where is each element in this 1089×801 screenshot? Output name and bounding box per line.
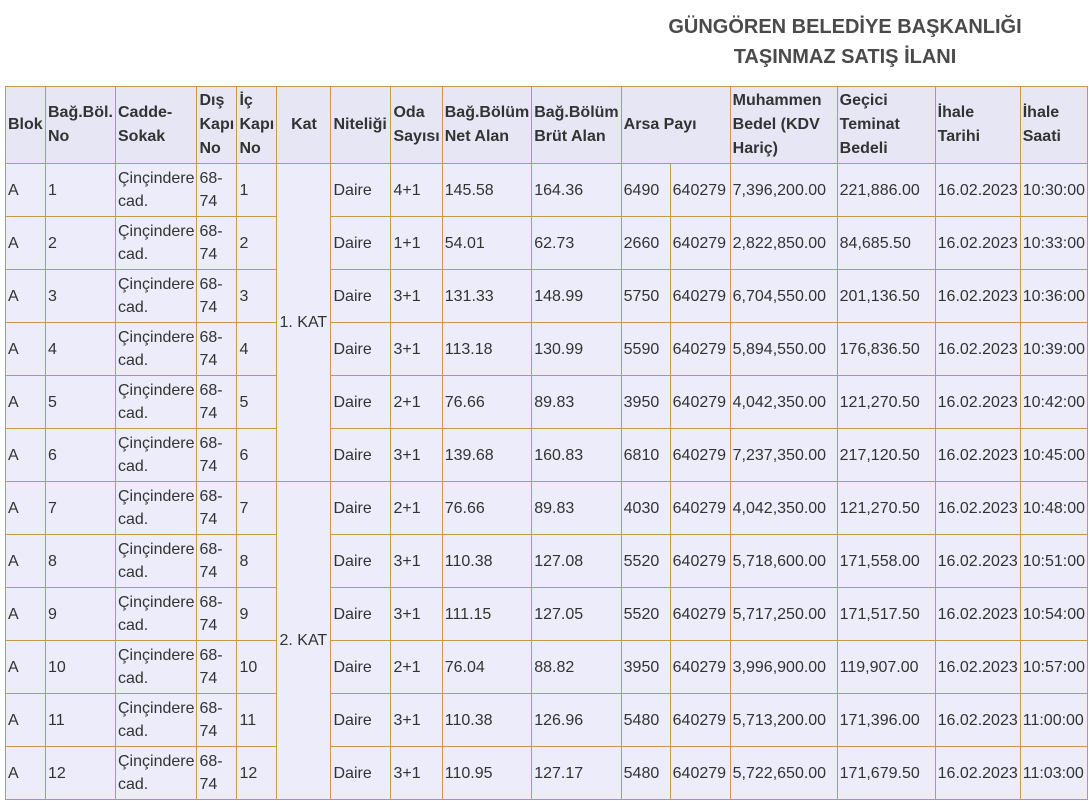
cell-ihale-saati: 10:54:00 bbox=[1020, 588, 1087, 641]
cell-ic-kapi-no: 1 bbox=[237, 164, 277, 217]
cell-kat: 2. KAT bbox=[277, 482, 331, 800]
col-header-bag-bol-no: Bağ.Böl. No bbox=[46, 87, 116, 164]
cell-ic-kapi-no: 6 bbox=[237, 429, 277, 482]
cell-dis-kapi-no: 68-74 bbox=[197, 164, 237, 217]
table-row bbox=[6, 270, 1088, 323]
cell-arsa-payi-pay: 5520 bbox=[621, 535, 670, 588]
cell-ihale-saati: 10:45:00 bbox=[1020, 429, 1087, 482]
cell-ihale-tarihi: 16.02.2023 bbox=[935, 641, 1020, 694]
cell-ihale-tarihi: 16.02.2023 bbox=[935, 588, 1020, 641]
cell-gecici-teminat: 171,679.50 bbox=[837, 747, 935, 800]
cell-dis-kapi-no: 68-74 bbox=[197, 323, 237, 376]
cell-arsa-payi-payda: 640279 bbox=[670, 694, 730, 747]
cell-arsa-payi-pay: 5750 bbox=[621, 270, 670, 323]
cell-ihale-saati: 10:42:00 bbox=[1020, 376, 1087, 429]
cell-dis-kapi-no: 68-74 bbox=[197, 747, 237, 800]
col-header-niteligi: Niteliği bbox=[331, 87, 391, 164]
cell-arsa-payi-payda: 640279 bbox=[670, 217, 730, 270]
property-sale-table bbox=[5, 86, 1088, 800]
cell-ihale-tarihi: 16.02.2023 bbox=[935, 217, 1020, 270]
cell-dis-kapi-no: 68-74 bbox=[197, 535, 237, 588]
cell-ihale-saati: 10:57:00 bbox=[1020, 641, 1087, 694]
col-header-net-alan: Bağ.Bölüm Net Alan bbox=[442, 87, 531, 164]
cell-ihale-saati: 10:48:00 bbox=[1020, 482, 1087, 535]
cell-dis-kapi-no: 68-74 bbox=[197, 429, 237, 482]
cell-arsa-payi-payda: 640279 bbox=[670, 164, 730, 217]
col-header-cadde-sokak: Cadde-Sokak bbox=[116, 87, 197, 164]
cell-niteligi: Daire bbox=[331, 641, 391, 694]
cell-net-alan: 54.01 bbox=[442, 217, 531, 270]
cell-oda-sayisi: 3+1 bbox=[391, 429, 442, 482]
cell-net-alan: 145.58 bbox=[442, 164, 531, 217]
cell-net-alan: 76.04 bbox=[442, 641, 531, 694]
cell-ic-kapi-no: 10 bbox=[237, 641, 277, 694]
cell-bag-bol-no: 5 bbox=[46, 376, 116, 429]
cell-arsa-payi-pay: 4030 bbox=[621, 482, 670, 535]
cell-ihale-saati: 11:03:00 bbox=[1020, 747, 1087, 800]
cell-blok: A bbox=[6, 694, 46, 747]
cell-bag-bol-no: 3 bbox=[46, 270, 116, 323]
table-row bbox=[6, 588, 1088, 641]
cell-brut-alan: 88.82 bbox=[532, 641, 621, 694]
cell-oda-sayisi: 3+1 bbox=[391, 588, 442, 641]
cell-net-alan: 110.38 bbox=[442, 535, 531, 588]
cell-ihale-tarihi: 16.02.2023 bbox=[935, 270, 1020, 323]
cell-oda-sayisi: 3+1 bbox=[391, 694, 442, 747]
cell-ic-kapi-no: 7 bbox=[237, 482, 277, 535]
cell-muhammen-bedel: 2,822,850.00 bbox=[730, 217, 837, 270]
cell-cadde-sokak: Çinçindere cad. bbox=[116, 429, 197, 482]
cell-cadde-sokak: Çinçindere cad. bbox=[116, 323, 197, 376]
cell-blok: A bbox=[6, 747, 46, 800]
cell-muhammen-bedel: 7,396,200.00 bbox=[730, 164, 837, 217]
col-header-arsa-payi: Arsa Payı bbox=[621, 87, 730, 164]
cell-ihale-saati: 10:30:00 bbox=[1020, 164, 1087, 217]
cell-cadde-sokak: Çinçindere cad. bbox=[116, 694, 197, 747]
cell-cadde-sokak: Çinçindere cad. bbox=[116, 164, 197, 217]
col-header-kat: Kat bbox=[277, 87, 331, 164]
cell-ihale-saati: 10:51:00 bbox=[1020, 535, 1087, 588]
cell-niteligi: Daire bbox=[331, 217, 391, 270]
cell-niteligi: Daire bbox=[331, 164, 391, 217]
cell-muhammen-bedel: 5,722,650.00 bbox=[730, 747, 837, 800]
col-header-oda-sayisi: Oda Sayısı bbox=[391, 87, 442, 164]
cell-arsa-payi-pay: 5480 bbox=[621, 694, 670, 747]
cell-arsa-payi-pay: 6810 bbox=[621, 429, 670, 482]
cell-gecici-teminat: 217,120.50 bbox=[837, 429, 935, 482]
cell-oda-sayisi: 3+1 bbox=[391, 747, 442, 800]
col-header-dis-kapi-no: Dış Kapı No bbox=[197, 87, 237, 164]
col-header-muhammen-bedel: Muhammen Bedel (KDV Hariç) bbox=[730, 87, 837, 164]
cell-bag-bol-no: 8 bbox=[46, 535, 116, 588]
cell-cadde-sokak: Çinçindere cad. bbox=[116, 535, 197, 588]
cell-arsa-payi-payda: 640279 bbox=[670, 376, 730, 429]
table-body bbox=[6, 164, 1088, 800]
cell-oda-sayisi: 3+1 bbox=[391, 270, 442, 323]
cell-arsa-payi-pay: 5520 bbox=[621, 588, 670, 641]
cell-brut-alan: 127.17 bbox=[532, 747, 621, 800]
cell-ihale-tarihi: 16.02.2023 bbox=[935, 376, 1020, 429]
table-header-row bbox=[6, 87, 1088, 164]
cell-ihale-tarihi: 16.02.2023 bbox=[935, 694, 1020, 747]
cell-net-alan: 111.15 bbox=[442, 588, 531, 641]
col-header-blok: Blok bbox=[6, 87, 46, 164]
cell-net-alan: 139.68 bbox=[442, 429, 531, 482]
cell-arsa-payi-pay: 2660 bbox=[621, 217, 670, 270]
cell-blok: A bbox=[6, 588, 46, 641]
cell-oda-sayisi: 4+1 bbox=[391, 164, 442, 217]
cell-gecici-teminat: 221,886.00 bbox=[837, 164, 935, 217]
cell-arsa-payi-payda: 640279 bbox=[670, 641, 730, 694]
cell-brut-alan: 127.05 bbox=[532, 588, 621, 641]
cell-brut-alan: 130.99 bbox=[532, 323, 621, 376]
cell-oda-sayisi: 3+1 bbox=[391, 323, 442, 376]
cell-ihale-saati: 10:36:00 bbox=[1020, 270, 1087, 323]
cell-ic-kapi-no: 5 bbox=[237, 376, 277, 429]
cell-arsa-payi-payda: 640279 bbox=[670, 323, 730, 376]
cell-ihale-tarihi: 16.02.2023 bbox=[935, 535, 1020, 588]
cell-bag-bol-no: 1 bbox=[46, 164, 116, 217]
cell-niteligi: Daire bbox=[331, 535, 391, 588]
cell-niteligi: Daire bbox=[331, 323, 391, 376]
cell-bag-bol-no: 9 bbox=[46, 588, 116, 641]
cell-cadde-sokak: Çinçindere cad. bbox=[116, 270, 197, 323]
cell-blok: A bbox=[6, 323, 46, 376]
col-header-ihale-saati: İhale Saati bbox=[1020, 87, 1087, 164]
cell-muhammen-bedel: 4,042,350.00 bbox=[730, 482, 837, 535]
cell-arsa-payi-payda: 640279 bbox=[670, 482, 730, 535]
cell-blok: A bbox=[6, 535, 46, 588]
cell-brut-alan: 89.83 bbox=[532, 376, 621, 429]
cell-blok: A bbox=[6, 482, 46, 535]
cell-net-alan: 131.33 bbox=[442, 270, 531, 323]
cell-oda-sayisi: 3+1 bbox=[391, 535, 442, 588]
cell-dis-kapi-no: 68-74 bbox=[197, 641, 237, 694]
cell-dis-kapi-no: 68-74 bbox=[197, 376, 237, 429]
cell-bag-bol-no: 6 bbox=[46, 429, 116, 482]
table-row bbox=[6, 535, 1088, 588]
cell-ic-kapi-no: 11 bbox=[237, 694, 277, 747]
col-header-brut-alan: Bağ.Bölüm Brüt Alan bbox=[532, 87, 621, 164]
cell-blok: A bbox=[6, 641, 46, 694]
cell-oda-sayisi: 2+1 bbox=[391, 482, 442, 535]
cell-oda-sayisi: 2+1 bbox=[391, 641, 442, 694]
cell-cadde-sokak: Çinçindere cad. bbox=[116, 641, 197, 694]
cell-dis-kapi-no: 68-74 bbox=[197, 270, 237, 323]
cell-net-alan: 110.38 bbox=[442, 694, 531, 747]
cell-brut-alan: 148.99 bbox=[532, 270, 621, 323]
cell-ic-kapi-no: 2 bbox=[237, 217, 277, 270]
cell-bag-bol-no: 7 bbox=[46, 482, 116, 535]
cell-cadde-sokak: Çinçindere cad. bbox=[116, 482, 197, 535]
cell-niteligi: Daire bbox=[331, 376, 391, 429]
cell-gecici-teminat: 171,558.00 bbox=[837, 535, 935, 588]
cell-cadde-sokak: Çinçindere cad. bbox=[116, 588, 197, 641]
cell-muhammen-bedel: 5,894,550.00 bbox=[730, 323, 837, 376]
cell-muhammen-bedel: 4,042,350.00 bbox=[730, 376, 837, 429]
cell-net-alan: 113.18 bbox=[442, 323, 531, 376]
table-row bbox=[6, 217, 1088, 270]
cell-arsa-payi-pay: 5480 bbox=[621, 747, 670, 800]
cell-cadde-sokak: Çinçindere cad. bbox=[116, 747, 197, 800]
cell-ic-kapi-no: 3 bbox=[237, 270, 277, 323]
cell-gecici-teminat: 84,685.50 bbox=[837, 217, 935, 270]
cell-niteligi: Daire bbox=[331, 429, 391, 482]
cell-gecici-teminat: 121,270.50 bbox=[837, 376, 935, 429]
cell-brut-alan: 62.73 bbox=[532, 217, 621, 270]
table-row bbox=[6, 323, 1088, 376]
table-row bbox=[6, 694, 1088, 747]
cell-ihale-tarihi: 16.02.2023 bbox=[935, 164, 1020, 217]
cell-net-alan: 110.95 bbox=[442, 747, 531, 800]
col-header-gecici-teminat: Geçici Teminat Bedeli bbox=[837, 87, 935, 164]
table-row bbox=[6, 482, 1088, 535]
cell-bag-bol-no: 11 bbox=[46, 694, 116, 747]
cell-blok: A bbox=[6, 429, 46, 482]
cell-arsa-payi-payda: 640279 bbox=[670, 588, 730, 641]
cell-muhammen-bedel: 5,717,250.00 bbox=[730, 588, 837, 641]
cell-bag-bol-no: 4 bbox=[46, 323, 116, 376]
table-row bbox=[6, 376, 1088, 429]
cell-niteligi: Daire bbox=[331, 482, 391, 535]
cell-ic-kapi-no: 9 bbox=[237, 588, 277, 641]
cell-ihale-tarihi: 16.02.2023 bbox=[935, 429, 1020, 482]
cell-ic-kapi-no: 4 bbox=[237, 323, 277, 376]
cell-dis-kapi-no: 68-74 bbox=[197, 482, 237, 535]
table-row bbox=[6, 164, 1088, 217]
cell-dis-kapi-no: 68-74 bbox=[197, 588, 237, 641]
cell-brut-alan: 127.08 bbox=[532, 535, 621, 588]
cell-muhammen-bedel: 5,718,600.00 bbox=[730, 535, 837, 588]
cell-arsa-payi-pay: 6490 bbox=[621, 164, 670, 217]
cell-arsa-payi-payda: 640279 bbox=[670, 270, 730, 323]
cell-brut-alan: 164.36 bbox=[532, 164, 621, 217]
title-line-2: TAŞINMAZ SATIŞ İLANI bbox=[733, 46, 957, 68]
cell-ihale-tarihi: 16.02.2023 bbox=[935, 323, 1020, 376]
cell-brut-alan: 160.83 bbox=[532, 429, 621, 482]
cell-arsa-payi-payda: 640279 bbox=[670, 747, 730, 800]
cell-muhammen-bedel: 5,713,200.00 bbox=[730, 694, 837, 747]
cell-blok: A bbox=[6, 270, 46, 323]
cell-arsa-payi-payda: 640279 bbox=[670, 429, 730, 482]
cell-gecici-teminat: 171,396.00 bbox=[837, 694, 935, 747]
cell-niteligi: Daire bbox=[331, 694, 391, 747]
cell-muhammen-bedel: 7,237,350.00 bbox=[730, 429, 837, 482]
table-row bbox=[6, 641, 1088, 694]
cell-arsa-payi-pay: 3950 bbox=[621, 641, 670, 694]
cell-brut-alan: 89.83 bbox=[532, 482, 621, 535]
cell-gecici-teminat: 171,517.50 bbox=[837, 588, 935, 641]
cell-net-alan: 76.66 bbox=[442, 482, 531, 535]
cell-muhammen-bedel: 6,704,550.00 bbox=[730, 270, 837, 323]
col-header-ihale-tarihi: İhale Tarihi bbox=[935, 87, 1020, 164]
cell-cadde-sokak: Çinçindere cad. bbox=[116, 217, 197, 270]
cell-bag-bol-no: 10 bbox=[46, 641, 116, 694]
cell-cadde-sokak: Çinçindere cad. bbox=[116, 376, 197, 429]
cell-arsa-payi-payda: 640279 bbox=[670, 535, 730, 588]
cell-bag-bol-no: 2 bbox=[46, 217, 116, 270]
cell-ihale-saati: 11:00:00 bbox=[1020, 694, 1087, 747]
cell-dis-kapi-no: 68-74 bbox=[197, 694, 237, 747]
cell-arsa-payi-pay: 3950 bbox=[621, 376, 670, 429]
cell-net-alan: 76.66 bbox=[442, 376, 531, 429]
cell-ihale-saati: 10:39:00 bbox=[1020, 323, 1087, 376]
cell-oda-sayisi: 2+1 bbox=[391, 376, 442, 429]
cell-blok: A bbox=[6, 376, 46, 429]
cell-niteligi: Daire bbox=[331, 270, 391, 323]
cell-ic-kapi-no: 8 bbox=[237, 535, 277, 588]
cell-ihale-tarihi: 16.02.2023 bbox=[935, 482, 1020, 535]
cell-ihale-saati: 10:33:00 bbox=[1020, 217, 1087, 270]
cell-blok: A bbox=[6, 164, 46, 217]
cell-oda-sayisi: 1+1 bbox=[391, 217, 442, 270]
cell-kat: 1. KAT bbox=[277, 164, 331, 482]
cell-gecici-teminat: 201,136.50 bbox=[837, 270, 935, 323]
cell-gecici-teminat: 119,907.00 bbox=[837, 641, 935, 694]
table-row bbox=[6, 747, 1088, 800]
cell-gecici-teminat: 176,836.50 bbox=[837, 323, 935, 376]
cell-dis-kapi-no: 68-74 bbox=[197, 217, 237, 270]
cell-ihale-tarihi: 16.02.2023 bbox=[935, 747, 1020, 800]
cell-niteligi: Daire bbox=[331, 588, 391, 641]
col-header-ic-kapi-no: İç Kapı No bbox=[237, 87, 277, 164]
cell-blok: A bbox=[6, 217, 46, 270]
page-title bbox=[600, 12, 1089, 72]
title-line-1: GÜNGÖREN BELEDİYE BAŞKANLIĞI bbox=[668, 16, 1022, 38]
table-row bbox=[6, 429, 1088, 482]
cell-muhammen-bedel: 3,996,900.00 bbox=[730, 641, 837, 694]
cell-bag-bol-no: 12 bbox=[46, 747, 116, 800]
cell-arsa-payi-pay: 5590 bbox=[621, 323, 670, 376]
cell-niteligi: Daire bbox=[331, 747, 391, 800]
cell-ic-kapi-no: 12 bbox=[237, 747, 277, 800]
cell-gecici-teminat: 121,270.50 bbox=[837, 482, 935, 535]
cell-brut-alan: 126.96 bbox=[532, 694, 621, 747]
